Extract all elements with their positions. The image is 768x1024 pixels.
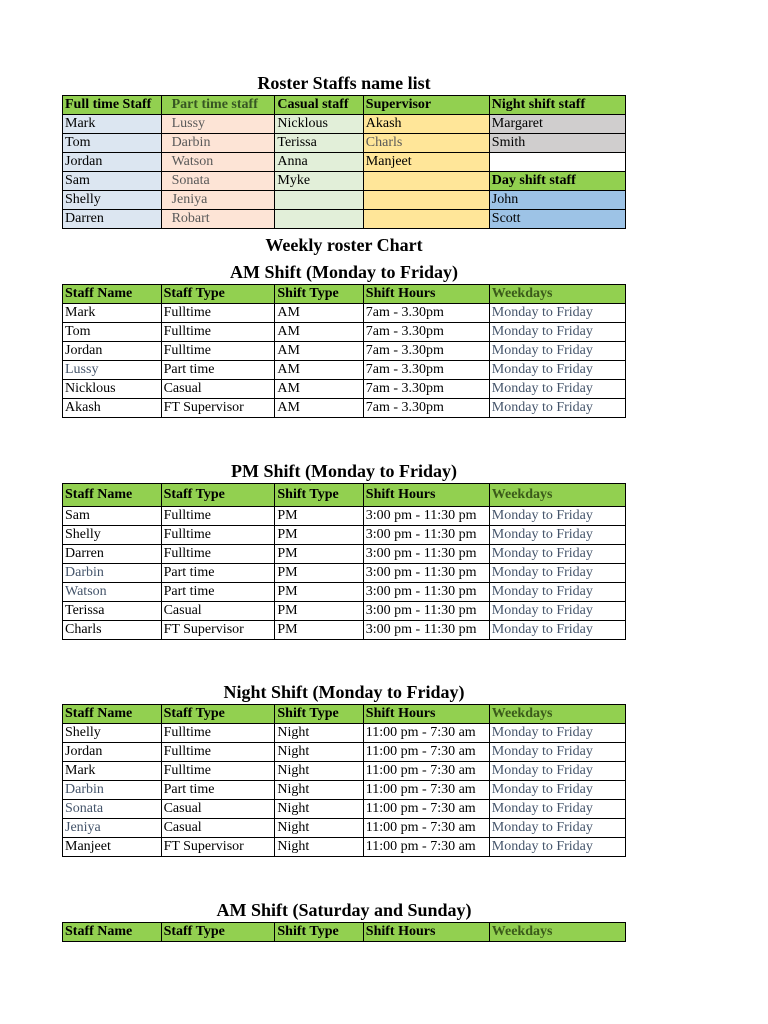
cell: Fulltime (161, 526, 275, 545)
cell: Sam (63, 507, 162, 526)
cell: Jordan (63, 342, 162, 361)
night-weekday-table (62, 704, 626, 857)
table-row (63, 172, 626, 191)
col-staff-type: Staff Type (161, 285, 275, 304)
cell: 3:00 pm - 11:30 pm (363, 602, 489, 621)
cell: Mark (63, 304, 162, 323)
cell: AM (275, 361, 363, 380)
cell: AM (275, 342, 363, 361)
cell: Jordan (63, 153, 162, 172)
cell (275, 210, 363, 229)
col-staff-name: Staff Name (63, 484, 162, 507)
cell: Charls (363, 134, 489, 153)
cell: Shelly (63, 526, 162, 545)
col-shift-type: Shift Type (275, 923, 363, 942)
cell: 11:00 pm - 7:30 am (363, 781, 489, 800)
cell: Mark (63, 115, 162, 134)
table-row (63, 583, 626, 602)
cell: 11:00 pm - 7:30 am (363, 819, 489, 838)
cell: Fulltime (161, 762, 275, 781)
am-weekday-title: AM Shift (Monday to Friday) (230, 262, 458, 282)
cell: Monday to Friday (489, 361, 625, 380)
col-weekdays: Weekdays (489, 705, 625, 724)
cell: AM (275, 323, 363, 342)
am-weekday-table (62, 284, 626, 418)
table-row (63, 323, 626, 342)
cell: Akash (63, 399, 162, 418)
table-row (63, 191, 626, 210)
cell: Night (275, 800, 363, 819)
cell: PM (275, 507, 363, 526)
header-fulltime: Full time Staff (63, 96, 162, 115)
cell: Night (275, 781, 363, 800)
cell: Monday to Friday (489, 762, 625, 781)
cell: Manjeet (363, 153, 489, 172)
cell: 7am - 3.30pm (363, 380, 489, 399)
table-row (63, 564, 626, 583)
cell: 3:00 pm - 11:30 pm (363, 583, 489, 602)
cell: 7am - 3.30pm (363, 323, 489, 342)
cell: Watson (161, 153, 275, 172)
cell: Akash (363, 115, 489, 134)
pm-weekday-title: PM Shift (Monday to Friday) (231, 461, 457, 481)
table-row (63, 762, 626, 781)
cell: PM (275, 602, 363, 621)
table-row (63, 134, 626, 153)
cell: 3:00 pm - 11:30 pm (363, 621, 489, 640)
cell: Anna (275, 153, 363, 172)
col-shift-type: Shift Type (275, 285, 363, 304)
cell: 7am - 3.30pm (363, 361, 489, 380)
cell: PM (275, 526, 363, 545)
cell: Smith (489, 134, 625, 153)
cell: FT Supervisor (161, 621, 275, 640)
cell: Monday to Friday (489, 380, 625, 399)
cell: 3:00 pm - 11:30 pm (363, 507, 489, 526)
pm-weekday-table (62, 483, 626, 640)
cell: 3:00 pm - 11:30 pm (363, 526, 489, 545)
cell: Monday to Friday (489, 545, 625, 564)
table-header-row (63, 923, 626, 942)
cell: Monday to Friday (489, 781, 625, 800)
weekly-title: Weekly roster Chart (265, 235, 423, 255)
cell: Monday to Friday (489, 583, 625, 602)
table-row (63, 342, 626, 361)
cell: Terissa (63, 602, 162, 621)
cell: FT Supervisor (161, 838, 275, 857)
cell: Fulltime (161, 342, 275, 361)
table-header-row (63, 484, 626, 507)
cell: Casual (161, 800, 275, 819)
cell: 11:00 pm - 7:30 am (363, 724, 489, 743)
cell: Monday to Friday (489, 507, 625, 526)
cell (363, 191, 489, 210)
cell: Lussy (161, 115, 275, 134)
cell: Jordan (63, 743, 162, 762)
table-row (63, 380, 626, 399)
cell: Mark (63, 762, 162, 781)
night-weekday-title: Night Shift (Monday to Friday) (223, 682, 465, 702)
cell: AM (275, 380, 363, 399)
cell: Monday to Friday (489, 621, 625, 640)
cell: Scott (489, 210, 625, 229)
cell: John (489, 191, 625, 210)
header-night-staff: Night shift staff (489, 96, 625, 115)
cell: Monday to Friday (489, 526, 625, 545)
table-row (63, 800, 626, 819)
cell: 7am - 3.30pm (363, 399, 489, 418)
cell: Casual (161, 819, 275, 838)
cell: Night (275, 762, 363, 781)
col-weekdays: Weekdays (489, 923, 625, 942)
cell: 7am - 3.30pm (363, 342, 489, 361)
col-staff-type: Staff Type (161, 705, 275, 724)
cell: Robart (161, 210, 275, 229)
cell: Part time (161, 564, 275, 583)
cell: 11:00 pm - 7:30 am (363, 800, 489, 819)
cell: Night (275, 724, 363, 743)
header-parttime: Part time staff (161, 96, 275, 115)
cell: Monday to Friday (489, 342, 625, 361)
col-staff-name: Staff Name (63, 705, 162, 724)
cell: Fulltime (161, 724, 275, 743)
cell: Part time (161, 583, 275, 602)
cell: Nicklous (63, 380, 162, 399)
cell: PM (275, 564, 363, 583)
col-staff-type: Staff Type (161, 484, 275, 507)
table-row (63, 210, 626, 229)
col-shift-hours: Shift Hours (363, 923, 489, 942)
cell: 3:00 pm - 11:30 pm (363, 545, 489, 564)
cell: Sonata (161, 172, 275, 191)
col-shift-type: Shift Type (275, 484, 363, 507)
cell: 11:00 pm - 7:30 am (363, 743, 489, 762)
cell: Monday to Friday (489, 323, 625, 342)
cell: Sonata (63, 800, 162, 819)
cell: Tom (63, 134, 162, 153)
cell: Fulltime (161, 304, 275, 323)
cell: 3:00 pm - 11:30 pm (363, 564, 489, 583)
col-shift-hours: Shift Hours (363, 484, 489, 507)
cell: Fulltime (161, 545, 275, 564)
col-staff-type: Staff Type (161, 923, 275, 942)
cell: Darbin (161, 134, 275, 153)
cell: Monday to Friday (489, 819, 625, 838)
cell: PM (275, 583, 363, 602)
cell: Fulltime (161, 743, 275, 762)
cell: Monday to Friday (489, 800, 625, 819)
am-weekend-title: AM Shift (Saturday and Sunday) (216, 900, 472, 920)
cell: Darren (63, 210, 162, 229)
table-row (63, 304, 626, 323)
cell: Monday to Friday (489, 304, 625, 323)
table-row (63, 838, 626, 857)
table-row (63, 526, 626, 545)
cell (489, 153, 625, 172)
roster-title: Roster Staffs name list (257, 73, 431, 93)
table-row (63, 724, 626, 743)
cell: Myke (275, 172, 363, 191)
cell: Darbin (63, 781, 162, 800)
cell: 11:00 pm - 7:30 am (363, 762, 489, 781)
cell: Jeniya (161, 191, 275, 210)
col-staff-name: Staff Name (63, 285, 162, 304)
cell: 7am - 3.30pm (363, 304, 489, 323)
table-row (63, 153, 626, 172)
table-header-row (63, 705, 626, 724)
cell: Monday to Friday (489, 602, 625, 621)
cell: Terissa (275, 134, 363, 153)
cell: FT Supervisor (161, 399, 275, 418)
header-casual: Casual staff (275, 96, 363, 115)
cell: Fulltime (161, 323, 275, 342)
table-row (63, 781, 626, 800)
cell (275, 191, 363, 210)
cell: Margaret (489, 115, 625, 134)
cell: Sam (63, 172, 162, 191)
cell: Monday to Friday (489, 743, 625, 762)
table-row (63, 545, 626, 564)
cell: Tom (63, 323, 162, 342)
cell: Manjeet (63, 838, 162, 857)
cell (363, 210, 489, 229)
cell: Monday to Friday (489, 564, 625, 583)
header-supervisor: Supervisor (363, 96, 489, 115)
cell: PM (275, 621, 363, 640)
cell: Watson (63, 583, 162, 602)
table-row (63, 621, 626, 640)
cell: Darbin (63, 564, 162, 583)
col-staff-name: Staff Name (63, 923, 162, 942)
col-weekdays: Weekdays (489, 285, 625, 304)
cell: Part time (161, 361, 275, 380)
cell: PM (275, 545, 363, 564)
cell: Darren (63, 545, 162, 564)
cell: Monday to Friday (489, 724, 625, 743)
cell: Shelly (63, 191, 162, 210)
cell: Lussy (63, 361, 162, 380)
col-weekdays: Weekdays (489, 484, 625, 507)
cell (363, 172, 489, 191)
table-header-row (63, 285, 626, 304)
table-row (63, 115, 626, 134)
am-weekend-table (62, 922, 626, 942)
cell: Monday to Friday (489, 399, 625, 418)
table-row (63, 743, 626, 762)
col-shift-hours: Shift Hours (363, 285, 489, 304)
cell: Casual (161, 380, 275, 399)
cell: Charls (63, 621, 162, 640)
table-row (63, 96, 626, 115)
table-row (63, 819, 626, 838)
cell: Jeniya (63, 819, 162, 838)
cell: Night (275, 838, 363, 857)
table-row (63, 602, 626, 621)
cell: 11:00 pm - 7:30 am (363, 838, 489, 857)
table-row (63, 361, 626, 380)
roster-table (62, 95, 626, 229)
cell: Nicklous (275, 115, 363, 134)
cell: Part time (161, 781, 275, 800)
header-day-staff: Day shift staff (489, 172, 625, 191)
table-row (63, 507, 626, 526)
cell: Night (275, 819, 363, 838)
cell: Fulltime (161, 507, 275, 526)
cell: Monday to Friday (489, 838, 625, 857)
col-shift-type: Shift Type (275, 705, 363, 724)
col-shift-hours: Shift Hours (363, 705, 489, 724)
cell: Casual (161, 602, 275, 621)
cell: Night (275, 743, 363, 762)
cell: Shelly (63, 724, 162, 743)
cell: AM (275, 304, 363, 323)
table-row (63, 399, 626, 418)
cell: AM (275, 399, 363, 418)
